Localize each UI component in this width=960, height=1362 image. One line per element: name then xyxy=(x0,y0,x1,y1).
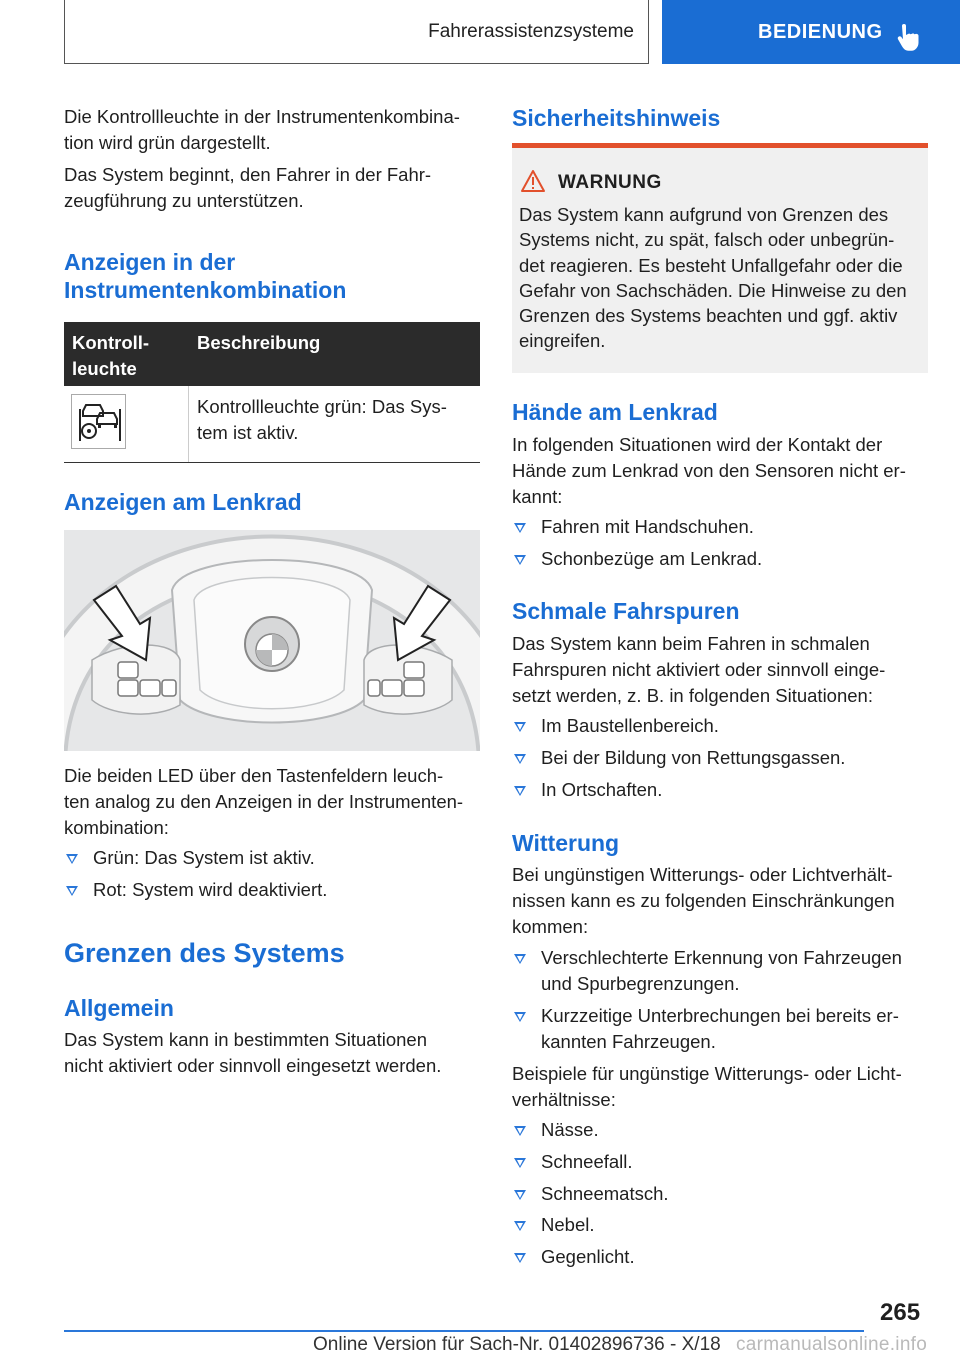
bullet-triangle-icon xyxy=(514,1126,526,1136)
schmal-line-2: Fahrspuren nicht aktiviert oder sinnvoll einge- xyxy=(512,659,886,680)
table-header-col1 xyxy=(72,330,182,382)
table-row-description xyxy=(197,394,477,446)
haende-line-1: In folgenden Situationen wird der Kontakt der xyxy=(512,434,883,455)
bullet-triangle-icon xyxy=(66,886,78,896)
steering-wheel-illustration xyxy=(64,530,480,751)
section-label: Fahrerassistenzsysteme xyxy=(428,20,634,42)
bullet-triangle-icon xyxy=(514,754,526,764)
heading-grenzen: Grenzen des Systems xyxy=(64,938,345,968)
list-item: Verschlechterte Erkennung von Fahrzeugen und Spurbegrenzungen. xyxy=(512,945,902,997)
header-chapter-tab[interactable] xyxy=(662,0,960,64)
list-item: Im Baustellenbereich. xyxy=(512,713,719,739)
heading-anzeigen-instrument-2: Instrumentenkombination xyxy=(64,277,347,303)
heading-anzeigen-lenkrad: Anzeigen am Lenkrad xyxy=(64,489,302,515)
heading-anzeigen-instrument-1: Anzeigen in der xyxy=(64,249,236,275)
bullet-triangle-icon xyxy=(514,954,526,964)
warning-line: det reagieren. Es besteht Unfallgefahr oder die xyxy=(519,254,903,276)
bullet-triangle-icon xyxy=(514,1190,526,1200)
col1-label-b: leuchte xyxy=(72,358,137,379)
bullet-triangle-icon xyxy=(514,1253,526,1263)
intro2-line-1: Das System beginnt, den Fahrer in der Fahr- xyxy=(64,164,432,185)
led-text-line-3: kombination: xyxy=(64,817,169,838)
bullet-triangle-icon xyxy=(514,1012,526,1022)
intro2-line-2: zeugführung zu unterstützen. xyxy=(64,190,304,211)
beispiele-line-1: Beispiele für ungünstige Witterungs- oder Licht- xyxy=(512,1063,902,1084)
list-item: In Ortschaften. xyxy=(512,777,662,803)
schmal-line-1: Das System kann beim Fahren in schmalen xyxy=(512,633,870,654)
allgemein-line-2: nicht aktiviert oder sinnvoll eingesetzt werden. xyxy=(64,1055,442,1076)
col1-label-a: Kontroll- xyxy=(72,332,150,353)
bullet-triangle-icon xyxy=(514,1221,526,1231)
table-header xyxy=(64,322,480,386)
led-text-line-2: ten analog zu den Anzeigen in der Instrumenten- xyxy=(64,791,464,812)
beispiele-line-2: verhältnisse: xyxy=(512,1089,616,1110)
list-item: Nässe. xyxy=(512,1117,599,1143)
list-item: Kurzzeitige Unterbrechungen bei bereits er- kannten Fahrzeugen. xyxy=(512,1003,899,1055)
warning-text xyxy=(519,202,921,354)
chapter-label: BEDIENUNG xyxy=(758,20,883,43)
list-item: Schneefall. xyxy=(512,1149,633,1175)
bullet-triangle-icon xyxy=(514,1158,526,1168)
list-item: Schneematsch. xyxy=(512,1181,669,1207)
list-item: Schonbezüge am Lenkrad. xyxy=(512,546,762,572)
bullet-triangle-icon xyxy=(66,854,78,864)
warning-line: Grenzen des Systems beachten und ggf. aktiv xyxy=(519,305,898,327)
table-divider xyxy=(188,386,189,462)
row-desc-line-1: Kontrollleuchte grün: Das Sys- xyxy=(197,396,447,417)
bullet-triangle-icon xyxy=(514,722,526,732)
watermark: carmanualsonline.info xyxy=(736,1334,928,1355)
table-row xyxy=(64,386,480,463)
intro-line-2: tion wird grün dargestellt. xyxy=(64,132,271,153)
warning-line: eingreifen. xyxy=(519,330,606,352)
driving-assistant-steering-icon xyxy=(72,395,125,448)
heading-sicherheitshinweis: Sicherheitshinweis xyxy=(512,105,721,131)
bullet-triangle-icon xyxy=(514,523,526,533)
bullet-triangle-icon xyxy=(514,555,526,565)
table-header-col2: Beschreibung xyxy=(197,332,321,353)
heading-allgemein: Allgemein xyxy=(64,995,174,1021)
warning-line: Systems nicht, zu spät, falsch oder unbegrün- xyxy=(519,229,895,251)
warning-box xyxy=(512,148,928,373)
list-item: Gegenlicht. xyxy=(512,1244,635,1270)
schmal-line-3: setzt werden, z. B. in folgenden Situationen: xyxy=(512,685,873,706)
list-item: Nebel. xyxy=(512,1212,594,1238)
list-item: Fahren mit Handschuhen. xyxy=(512,514,754,540)
witterung-line-2: nissen kann es zu folgenden Einschränkungen xyxy=(512,890,895,911)
heading-witterung: Witterung xyxy=(512,830,620,856)
steering-wheel-image xyxy=(64,530,480,751)
bullet-triangle-icon xyxy=(514,786,526,796)
list-item: Rot: System wird deaktiviert. xyxy=(64,877,327,903)
heading-schmal: Schmale Fahrspuren xyxy=(512,598,740,624)
haende-line-3: kannt: xyxy=(512,486,563,507)
heading-haende: Hände am Lenkrad xyxy=(512,399,718,425)
page-number: 265 xyxy=(880,1299,921,1326)
footer-rule xyxy=(64,1330,864,1332)
warning-title: WARNUNG xyxy=(558,172,662,193)
indicator-table xyxy=(64,322,480,463)
led-text-line-1: Die beiden LED über den Tastenfeldern leuch- xyxy=(64,765,444,786)
pointing-hand-icon xyxy=(896,24,922,52)
intro-line-1: Die Kontrollleuchte in der Instrumentenkombina- xyxy=(64,106,460,127)
warning-triangle-icon xyxy=(520,169,546,193)
list-item: Grün: Das System ist aktiv. xyxy=(64,845,315,871)
allgemein-line-1: Das System kann in bestimmten Situationen xyxy=(64,1029,427,1050)
haende-line-2: Hände zum Lenkrad von den Sensoren nicht er- xyxy=(512,460,906,481)
witterung-line-1: Bei ungünstigen Witterungs- oder Lichtverhält- xyxy=(512,864,893,885)
indicator-icon-box xyxy=(71,394,126,449)
footer-online-version: Online Version für Sach-Nr. 01402896736 - X/18 xyxy=(313,1334,721,1355)
header-section-title xyxy=(64,0,649,64)
warning-line: Gefahr von Sachschäden. Die Hinweise zu den xyxy=(519,279,907,301)
warning-line: Das System kann aufgrund von Grenzen des xyxy=(519,204,889,225)
witterung-line-3: kommen: xyxy=(512,916,589,937)
row-desc-line-2: tem ist aktiv. xyxy=(197,422,299,443)
list-item: Bei der Bildung von Rettungsgassen. xyxy=(512,745,845,771)
